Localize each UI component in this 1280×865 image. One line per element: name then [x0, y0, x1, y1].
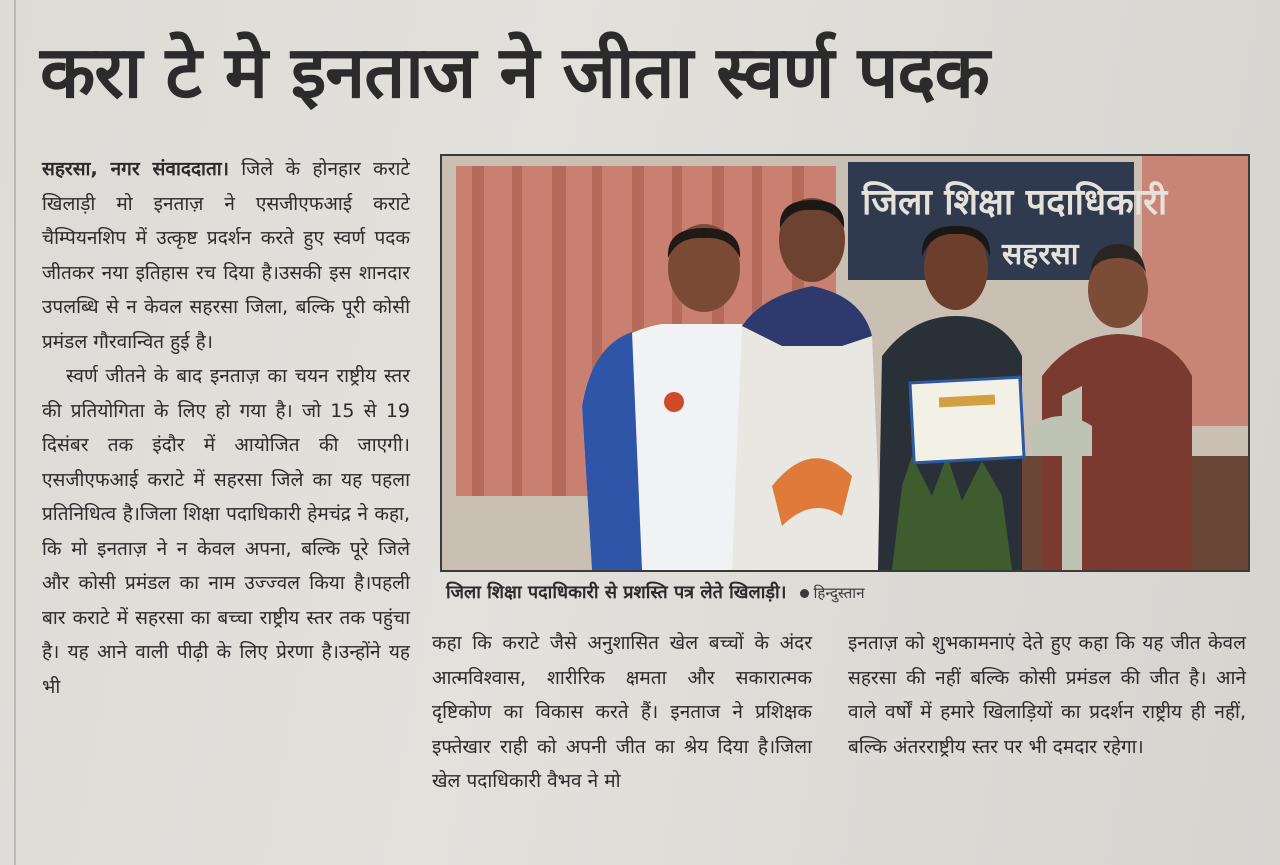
photo-caption	[446, 578, 1246, 608]
bullet-icon	[800, 589, 809, 598]
paragraph-1	[42, 152, 410, 359]
paragraph-1-text: जिले के होनहार कराटे खिलाड़ी मो इनताज़ ने एसजीएफआई कराटे चैम्पियनशिप में उत्कृष्ट प्रदर्शन करते हुए स्वर्ण पदक जीतकर नया इतिहास रच दिया है।उसकी इस शानदार उपलब्धि से न केवल सहरसा जिला, बल्कि पूरी कोसी प्रमंडल गौरवान्वित हुई है।	[42, 158, 410, 353]
certificate	[910, 377, 1024, 463]
right-paragraph: इनताज़ को शुभकामनाएं देते हुए कहा कि यह जीत केवल सहरसा की नहीं बल्कि कोसी प्रमंडल की जीत है। आने वाले वर्षों में हमारे खिलाड़ियों का प्रदर्शन राष्ट्रीय ही नहीं, बल्कि अंतरराष्ट्रीय स्तर पर भी दमदार रहेगा।	[848, 632, 1246, 758]
middle-paragraph: कहा कि कराटे जैसे अनुशासित खेल बच्चों के अंदर आत्मविश्वास, शारीरिक क्षमता और सकारात्मक दृष्टिकोण का विकास करते हैं। इनताज ने प्रशिक्षक इफ्तेखार राही को अपनी जीत का श्रेय दिया है।जिला खेल पदाधिकारी वैभव ने मो	[432, 632, 812, 792]
board-text-2: सहरसा	[1002, 237, 1079, 272]
column-rule	[14, 0, 16, 865]
dateline: सहरसा, नगर संवाददाता।	[42, 158, 229, 180]
article-photo	[440, 154, 1250, 572]
credit-text: हिन्दुस्तान	[813, 584, 865, 602]
photo-illustration	[442, 156, 1248, 570]
headline: करा टे मे इनताज ने जीता स्वर्ण पदक	[40, 30, 989, 114]
middle-column	[432, 626, 812, 799]
photo-credit	[800, 584, 864, 602]
right-column	[848, 626, 1246, 764]
caption-text: जिला शिक्षा पदाधिकारी से प्रशस्ति पत्र लेते खिलाड़ी।	[446, 582, 787, 603]
paragraph-2: स्वर्ण जीतने के बाद इनताज़ का चयन राष्ट्रीय स्तर की प्रतियोगिता के लिए हो गया है। जो 15 से 19 दिसंबर तक इंदौर में आयोजित की जाएगी।एसजीएफआई कराटे में सहरसा जिले का यह पहला प्रतिनिधित्व है।जिला शिक्षा पदाधिकारी हेमचंद्र ने कहा, कि मो इनताज़ ने न केवल अपना, बल्कि पूरे जिले और कोसी प्रमंडल का नाम उज्ज्वल किया है।पहली बार कराटे में सहरसा का बच्चा राष्ट्रीय स्तर तक पहुंचा है। यह आने वाली पीढ़ी के लिए प्रेरणा है।उन्होंने यह भी	[42, 365, 410, 698]
board-text: जिला शिक्षा पदाधिकारी	[862, 182, 1168, 223]
left-column	[42, 152, 410, 704]
